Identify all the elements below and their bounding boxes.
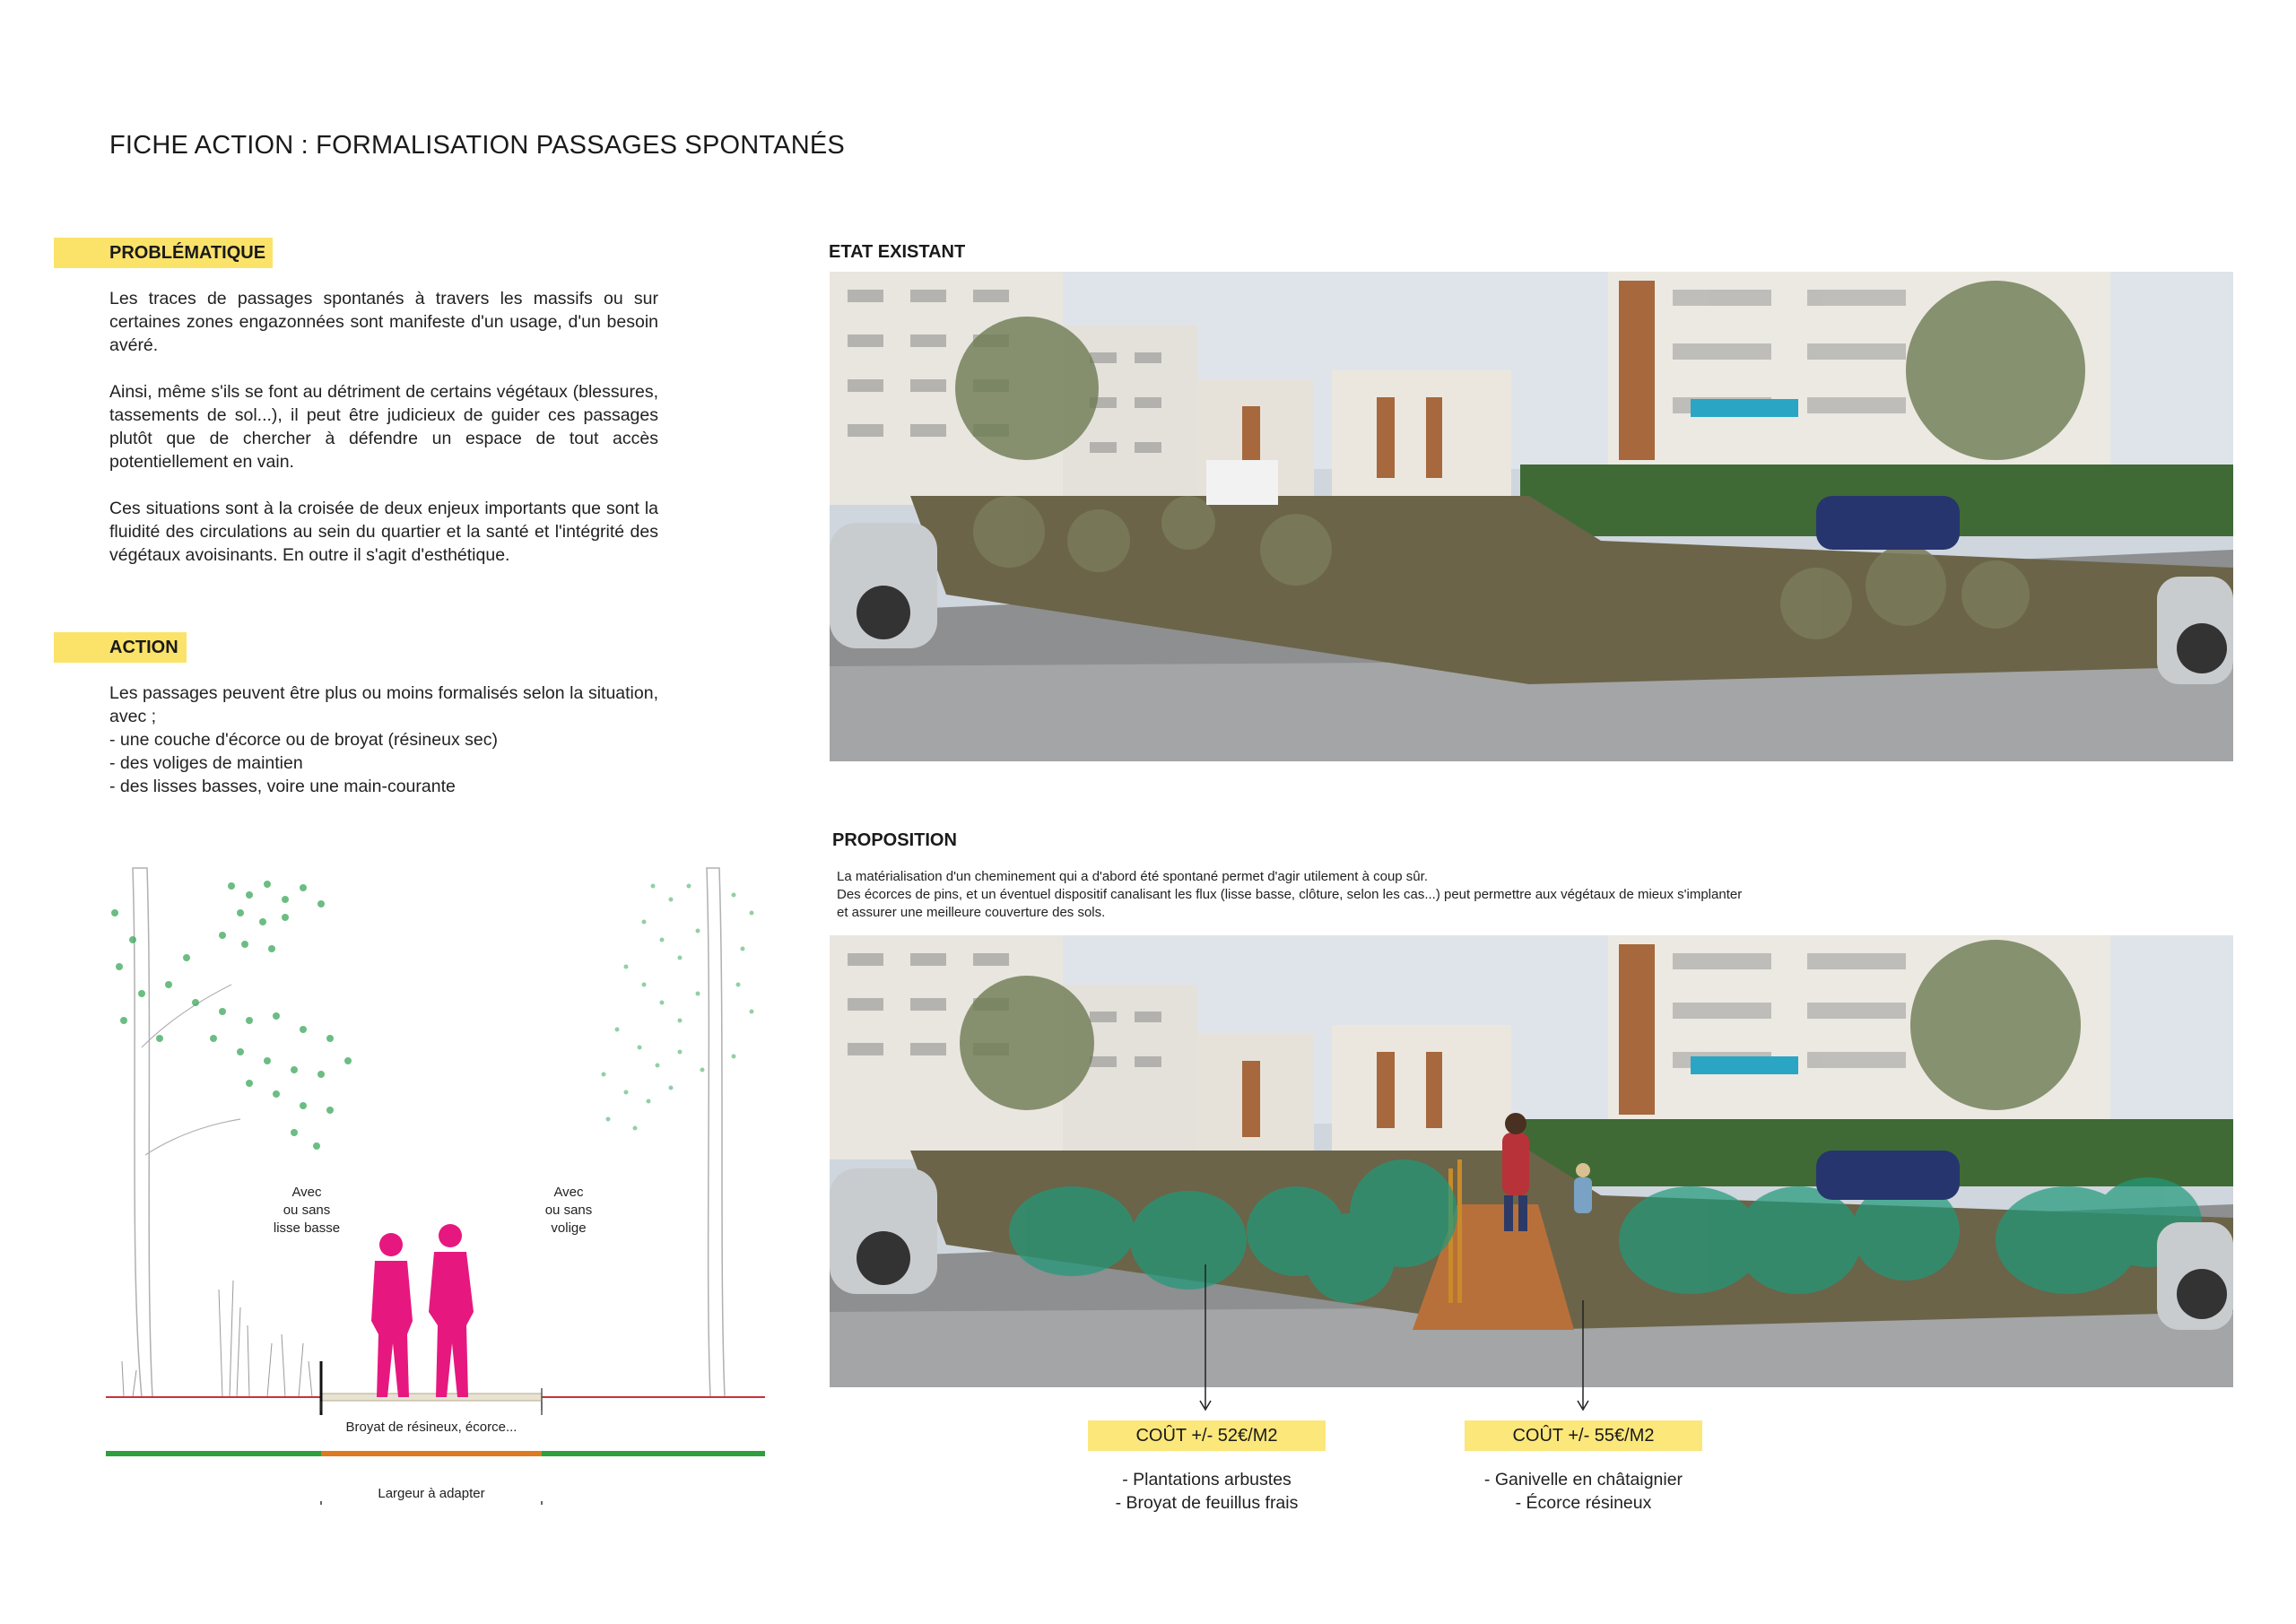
action-intro: Les passages peuvent être plus ou moins formalisés selon la situation, avec ; <box>109 683 658 726</box>
right-foliage <box>602 884 754 1131</box>
left-tree-trunk <box>133 868 152 1397</box>
right-label: Avec ou sans volige <box>544 1185 593 1236</box>
etat-existant-photo <box>830 272 2233 761</box>
ground-band-orange <box>321 1451 542 1456</box>
action-item: - des lisses basses, voire une main-courante <box>109 777 456 796</box>
proposition-description: La matérialisation d'un cheminement qui a d'abord été spontané permet d'agir utilement à coup sûr. Des écorces de pins, et un éventuel dispositif canalisant les flux (lisse basse, clôture, selon les cas...) peut permettre aux végétaux de mieux s'implanter et assurer une meilleure couverture des sols. <box>837 869 1743 920</box>
action-item: - des voliges de maintien <box>109 753 303 773</box>
ground-band-green-left <box>106 1451 321 1456</box>
page-title: FICHE ACTION : FORMALISATION PASSAGES SPONTANÉS <box>109 131 845 160</box>
cost-list-1: - Plantations arbustes - Broyat de feuillus frais <box>1115 1470 1299 1513</box>
cost-list-2: - Ganivelle en châtaignier - Écorce résineux <box>1483 1470 1683 1513</box>
action-tag: ACTION <box>54 632 187 663</box>
left-label: Avec ou sans lisse basse <box>273 1185 341 1236</box>
problematique-tag: PROBLÉMATIQUE <box>54 238 273 268</box>
cost-arrows <box>1166 1255 1614 1417</box>
path-surface <box>321 1394 542 1401</box>
problematique-paragraph-2: Ainsi, même s'ils se font au détriment de certains végétaux (blessures, tassements de sol...), il peut être judicieux de guider ces passages plutôt que de chercher à défendre un espace de tout accès potentiellement en vain. <box>109 382 658 472</box>
ground-label: Broyat de résineux, écorce... <box>345 1420 517 1435</box>
people-figures <box>371 1224 474 1397</box>
etat-existant-heading: ETAT EXISTANT <box>829 242 966 262</box>
cost-badge-1: COÛT +/- 52€/M2 <box>1088 1420 1326 1451</box>
passage-section-diagram <box>106 859 765 1505</box>
right-tree-trunk <box>707 868 725 1397</box>
ground-band-green-right <box>542 1451 765 1456</box>
problematique-paragraph-1: Les traces de passages spontanés à travers les massifs ou sur certaines zones engazonnées sont manifeste d'un usage, d'un besoin avéré. <box>109 289 658 355</box>
problematique-text <box>109 287 658 590</box>
width-label: Largeur à adapter <box>378 1486 485 1501</box>
left-foliage <box>111 881 352 1150</box>
action-item: - une couche d'écorce ou de broyat (résineux sec) <box>109 730 498 750</box>
existing-state-illustration <box>830 272 2233 761</box>
problematique-paragraph-3: Ces situations sont à la croisée de deux enjeux importants que sont la fluidité des circulations au sein du quartier et la santé et l'intégrité des végétaux avoisinants. En outre il s'agit d'esthétique. <box>109 499 658 565</box>
proposition-heading: PROPOSITION <box>832 830 957 850</box>
cost-badge-2: COÛT +/- 55€/M2 <box>1465 1420 1702 1451</box>
diagram-illustration <box>106 859 765 1505</box>
action-list <box>109 728 658 798</box>
